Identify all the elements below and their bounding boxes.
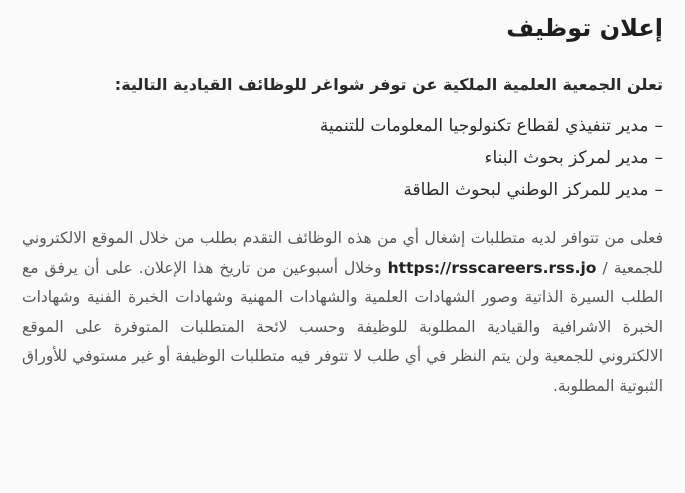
instructions-part-2: وخلال أسبوعين من تاريخ هذا الإعلان. على أن يرفق مع الطلب السيرة الذاتية وصور الشهادات العلمية والشهادات المهنية وشهادات الخبرة الفنية وشهادات الخبرة الاشرافية والقيادية المطلوبة للوظيفة وحسب لائحة المتطلبات المتوفرة على الموقع الالكتروني للجمعية ولن يتم النظر في أي طلب لا تتوفر فيه متطلبات الوظيفة أو غير مستوفي للأوراق الثبوتية المطلوبة. [22, 258, 663, 395]
position-label: مدير للمركز الوطني لبحوث الطاقة [403, 180, 649, 200]
position-item [22, 110, 663, 142]
position-item [22, 174, 663, 206]
announcement-title: إعلان توظيف [506, 14, 663, 42]
position-item [22, 142, 663, 174]
positions-list [22, 110, 663, 206]
list-dash: – [654, 180, 663, 200]
list-dash: – [654, 116, 663, 136]
announcement-intro: تعلن الجمعية العلمية الملكية عن توفر شواغر للوظائف القيادية التالية: [114, 75, 663, 94]
position-label: مدير لمركز بحوث البناء [484, 148, 649, 168]
position-label: مدير تنفيذي لقطاع تكنولوجيا المعلومات للتنمية [319, 116, 649, 136]
careers-link[interactable]: https://rsscareers.rss.jo [387, 258, 597, 277]
instructions-part-1: فعلى من تتوافر لديه متطلبات إشغال أي من هذه الوظائف التقدم بطلب من خلال الموقع الالكتروني للجمعية / [22, 229, 663, 277]
application-instructions [22, 224, 663, 401]
list-dash: – [654, 148, 663, 168]
